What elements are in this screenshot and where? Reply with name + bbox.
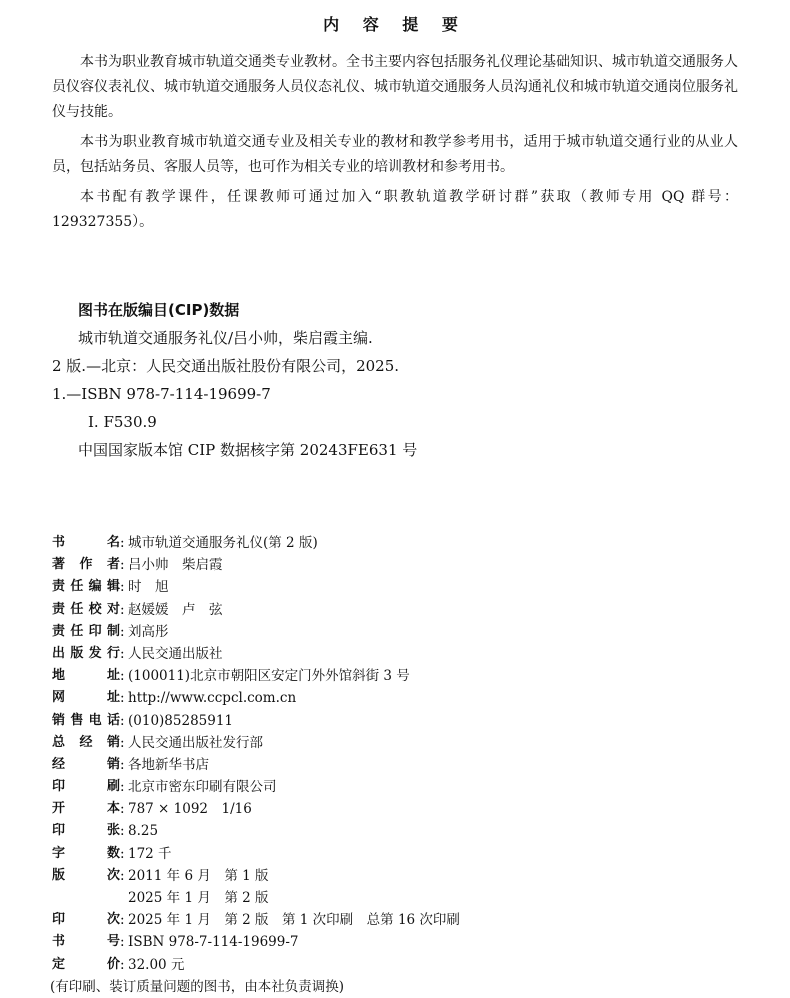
info-value: 城市轨道交通服务礼仪(第 2 版) (128, 535, 318, 551)
info-value: 172 千 (128, 845, 172, 862)
cip-line: 城市轨道交通服务礼仪/吕小帅，柴启霞主编. (78, 329, 373, 347)
info-label: 责任印制 (52, 623, 120, 639)
info-value: 787 × 1092 1/16 (128, 801, 252, 818)
info-label: 印次 (52, 912, 120, 928)
info-value: 刘高彤 (128, 623, 169, 640)
footer-note: (有印刷、装订质量问题的图书，由本社负责调换) (50, 978, 345, 995)
info-label: 责任编辑 (52, 579, 120, 595)
info-row (52, 887, 742, 909)
info-value: (100011)北京市朝阳区安定门外外馆斜街 3 号 (128, 668, 410, 685)
info-row: 责任校对 : 赵媛媛 卢 弦 (52, 599, 742, 621)
summary-section (52, 50, 738, 240)
cip-line: 中国国家版本馆 CIP 数据核字第 20243FE631 号 (78, 441, 418, 459)
info-row: 书名 : 城市轨道交通服务礼仪(第 2 版) (52, 532, 742, 554)
info-label: 责任校对 (52, 601, 120, 617)
info-label: 字数 (52, 845, 120, 861)
cip-data-block (52, 296, 742, 464)
info-label: 印张 (52, 823, 120, 839)
info-row: 经销 : 各地新华书店 (52, 754, 742, 776)
info-value: 人民交通出版社 (128, 645, 223, 662)
info-value: 赵媛媛 卢 弦 (128, 601, 223, 618)
cip-line: 1.—ISBN 978-7-114-19699-7 (52, 385, 271, 403)
page-title: 内 容 提 要 (323, 15, 467, 34)
info-label: 版次 (52, 867, 120, 883)
info-value: 各地新华书店 (128, 756, 209, 773)
info-row: 版次 : 2011 年 6 月 第 1 版 (52, 865, 742, 887)
info-value: 2011 年 6 月 第 1 版 (128, 867, 269, 884)
info-label: 书号 (52, 934, 120, 950)
info-label: 印刷 (52, 779, 120, 795)
info-row: 印次 : 2025 年 1 月 第 2 版 第 1 次印刷 总第 16 次印刷 (52, 909, 742, 931)
info-row: 出版发行 : 人民交通出版社 (52, 643, 742, 665)
cip-heading: 图书在版编目(CIP)数据 (78, 301, 240, 319)
info-label: 著作者 (52, 557, 120, 573)
cip-line: Ⅰ. F530.9 (88, 413, 157, 431)
info-label: 定价 (52, 956, 120, 972)
info-row: 网址 : http://www.ccpcl.com.cn (52, 687, 742, 709)
info-label: 地址 (52, 668, 120, 684)
info-row: 印张 : 8.25 (52, 820, 742, 842)
summary-paragraph: 本书为职业教育城市轨道交通类专业教材。全书主要内容包括服务礼仪理论基础知识、城市轨道交通服务人员仪容仪表礼仪、城市轨道交通服务人员仪态礼仪、城市轨道交通服务人员沟通礼仪和城市轨道交通岗位服务礼仪与技能。 (52, 54, 738, 120)
info-row: 印刷 : 北京市密东印刷有限公司 (52, 776, 742, 798)
info-row: 书号 : ISBN 978-7-114-19699-7 (52, 931, 742, 953)
info-row: 定价 : 32.00 元 (52, 954, 742, 976)
info-label: 网址 (52, 690, 120, 706)
info-value: http://www.ccpcl.com.cn (128, 690, 297, 707)
info-value: 2025 年 1 月 第 2 版 (128, 890, 269, 906)
info-value: ISBN 978-7-114-19699-7 (128, 934, 299, 951)
info-row: 地址 : (100011)北京市朝阳区安定门外外馆斜街 3 号 (52, 665, 742, 687)
info-value: 2025 年 1 月 第 2 版 第 1 次印刷 总第 16 次印刷 (128, 912, 460, 929)
info-row: 责任印制 : 刘高彤 (52, 621, 742, 643)
info-label: 销售电话 (52, 712, 120, 728)
summary-paragraph: 本书配有教学课件，任课教师可通过加入“职教轨道教学研讨群”获取（教师专用 QQ 群号：129327355）。 (52, 189, 738, 230)
info-label: 经销 (52, 756, 120, 772)
info-row: 总经销 : 人民交通出版社发行部 (52, 732, 742, 754)
info-value: 吕小帅 柴启霞 (128, 557, 223, 574)
info-row: 责任编辑 : 时 旭 (52, 576, 742, 598)
info-label: 开本 (52, 801, 120, 817)
info-label: 总经销 (52, 734, 120, 750)
info-value: 时 旭 (128, 579, 169, 596)
summary-paragraph: 本书为职业教育城市轨道交通专业及相关专业的教材和教学参考用书，适用于城市轨道交通行业的从业人员，包括站务员、客服人员等，也可作为相关专业的培训教材和参考用书。 (52, 134, 738, 175)
info-row: 销售电话 : (010)85285911 (52, 710, 742, 732)
info-value: 32.00 元 (128, 956, 185, 973)
info-value: (010)85285911 (128, 712, 234, 729)
info-value: 8.25 (128, 823, 159, 840)
info-label: 出版发行 (52, 645, 120, 661)
cip-line: 2 版.—北京：人民交通出版社股份有限公司，2025. (52, 357, 400, 375)
publication-info (52, 532, 742, 998)
info-label: 书名 (52, 535, 120, 550)
info-row: 著作者 : 吕小帅 柴启霞 (52, 554, 742, 576)
info-value: 人民交通出版社发行部 (128, 734, 263, 751)
info-row: 字数 : 172 千 (52, 843, 742, 865)
info-value: 北京市密东印刷有限公司 (128, 779, 277, 796)
info-row: 开本 : 787 × 1092 1/16 (52, 798, 742, 820)
